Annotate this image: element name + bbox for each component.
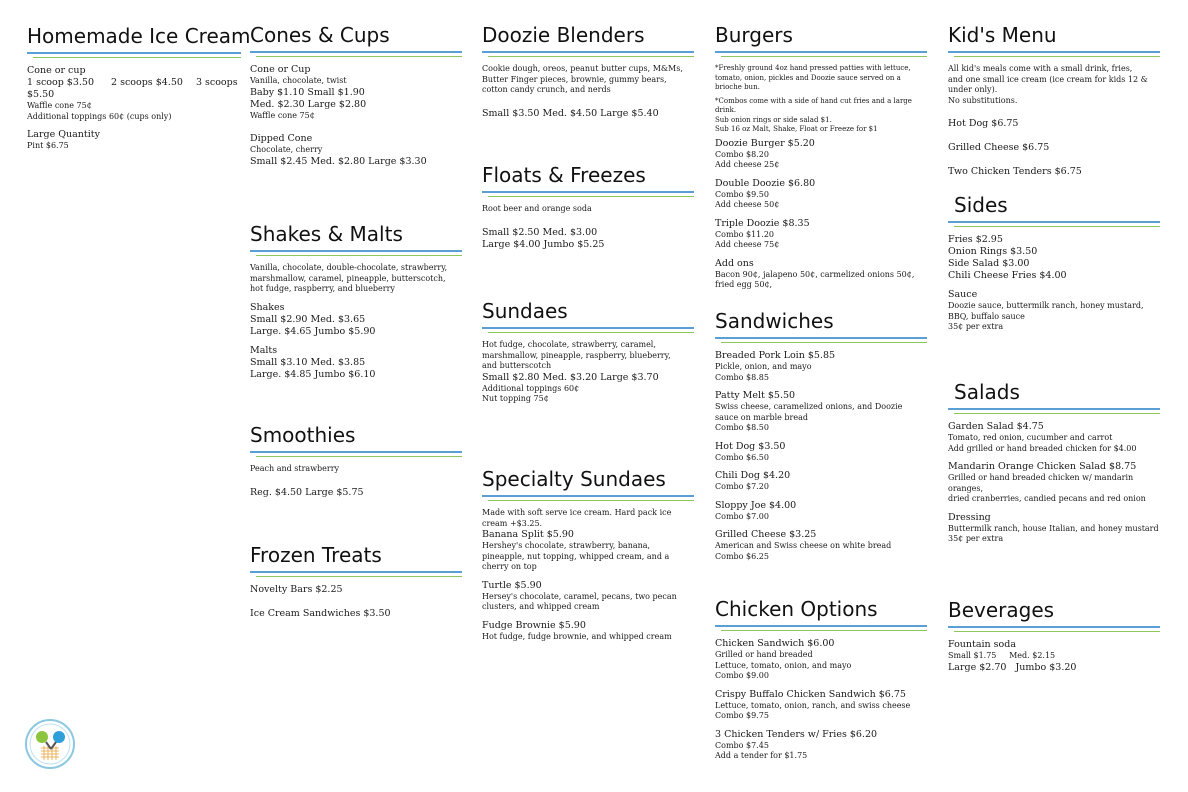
section-title: Beverages: [948, 598, 1055, 622]
item-name: Patty Melt $5.50: [715, 390, 796, 401]
price-line: Small $2.45 Med. $2.80 Large $3.30: [250, 155, 427, 167]
price-line: Small $2.80 Med. $3.20 Large $3.70: [482, 371, 659, 383]
item-name: Cone or cup: [27, 65, 86, 76]
price-line: Small $2.50 Med. $3.00: [482, 226, 598, 238]
section-cones-cups: [250, 23, 465, 168]
nut-topping: Nut topping 75¢: [482, 394, 549, 403]
combo-price: Combo $9.00: [715, 671, 769, 680]
item-name: Double Doozie $6.80: [715, 177, 816, 189]
item-name: Cone or Cup: [250, 64, 311, 75]
section-sandwiches: [715, 309, 930, 562]
ping-pong-paddles-logo-icon: [24, 718, 76, 770]
item-name: Shakes: [250, 301, 285, 313]
section-body: [250, 64, 465, 168]
section-body: [482, 340, 697, 405]
section-burgers: [715, 23, 930, 291]
section-body: [715, 64, 930, 135]
combo-price: Combo $7.45: [715, 740, 769, 750]
section-body: [715, 638, 930, 762]
item-name: Dipped Cone: [250, 133, 313, 144]
item-name: Ice Cream Sandwiches $3.50: [250, 608, 391, 619]
section-smoothies: [250, 423, 465, 499]
item-name: Hot Dog $6.75: [948, 118, 1019, 129]
section-sundaes: [482, 299, 697, 405]
title-underline: [715, 625, 930, 632]
section-title: Shakes & Malts: [250, 222, 403, 246]
item-desc: Add grilled or hand breaded chicken for $4.00: [948, 443, 1137, 453]
section-title: Burgers: [715, 23, 793, 47]
section-homemade-ice-cream: [27, 24, 251, 152]
item-name: Fries $2.95: [948, 234, 1003, 245]
section-beverages: [948, 598, 1163, 674]
note: Made with soft serve ice cream. Hard pack ice cream +$3.25.: [482, 508, 672, 528]
waffle-cone: Waffle cone 75¢: [250, 110, 315, 120]
price-line: Small $1.75 Med. $2.15: [948, 651, 1056, 660]
title-underline: [482, 191, 697, 198]
section-title: Kid's Menu: [948, 23, 1057, 47]
sauce-list: Doozie sauce, buttermilk ranch, honey mustard,: [948, 301, 1144, 310]
section-body: [948, 421, 1163, 545]
item-desc: Grilled or hand breaded: [715, 650, 813, 659]
price-line: Med. $2.30 Large $2.80: [250, 98, 367, 110]
title-underline: [250, 250, 465, 257]
flavors: Root beer and orange soda: [482, 204, 592, 213]
item-name: Mandarin Orange Chicken Salad $8.75: [948, 461, 1137, 472]
item-name: Garden Salad $4.75: [948, 421, 1044, 432]
item-name: Crispy Buffalo Chicken Sandwich $6.75: [715, 688, 906, 700]
title-underline: [715, 51, 930, 58]
section-salads: [948, 380, 1163, 545]
price-line: Small $2.90 Med. $3.65: [250, 313, 366, 325]
section-title: Sides: [954, 193, 1008, 217]
combo-price: Combo $7.20: [715, 482, 769, 491]
combo-price: Combo $6.25: [715, 551, 769, 561]
item-name: Fudge Brownie $5.90: [482, 619, 586, 631]
item-name: Breaded Pork Loin $5.85: [715, 350, 836, 361]
title-underline: [250, 571, 465, 578]
combo-price: Combo $9.75: [715, 711, 769, 720]
dressing-list: Buttermilk ranch, house Italian, and honey mustard: [948, 523, 1159, 533]
section-frozen-treats: [250, 543, 465, 620]
note: Sub onion rings or side salad $1.: [715, 115, 832, 124]
section-body: [27, 65, 242, 152]
section-body: [482, 508, 697, 642]
section-body: [948, 639, 1163, 674]
flavors: Vanilla, chocolate, double-chocolate, strawberry, marshmallow, caramel, pineapple, butterscotch, hot fudge, raspberry, and blueberry: [250, 263, 448, 293]
title-underline: [250, 51, 465, 58]
section-title: Sandwiches: [715, 309, 834, 333]
section-body: [250, 584, 465, 620]
item-name: Chili Cheese Fries $4.00: [948, 270, 1067, 281]
price-3-scoops: 3 scoops $5.50: [27, 77, 238, 100]
item-desc: dried cranberries, candied pecans and red onion: [948, 494, 1146, 503]
item-name: Grilled Cheese $3.25: [715, 529, 817, 540]
section-title: Sundaes: [482, 299, 568, 323]
section-body: [250, 464, 465, 499]
title-underline: [715, 337, 930, 344]
kids-note: and one small ice cream (ice cream for kids 12 & under only).: [948, 74, 1148, 94]
section-body: [250, 263, 465, 381]
item-name: Add ons: [715, 257, 754, 269]
additional-toppings: Additional toppings 60¢ (cups only): [27, 111, 172, 121]
title-underline: [948, 221, 1163, 228]
combo-price: Combo $11.20: [715, 229, 774, 239]
extra-price: 35¢ per extra: [948, 322, 1004, 331]
waffle-cone: Waffle cone 75¢: [27, 101, 92, 110]
title-underline: [948, 408, 1163, 415]
item-name: Malts: [250, 344, 278, 356]
section-title: Floats & Freezes: [482, 163, 646, 187]
kids-note: All kid's meals come with a small drink, fries,: [948, 64, 1133, 73]
note: Sub 16 oz Malt, Shake, Float or Freeze for $1: [715, 125, 878, 133]
section-title: Specialty Sundaes: [482, 467, 666, 491]
scoop-prices: [27, 77, 242, 101]
section-title: Cones & Cups: [250, 23, 390, 47]
pint-price: Pint $6.75: [27, 141, 69, 150]
title-underline: [948, 626, 1163, 633]
price-line: Large $4.00 Jumbo $5.25: [482, 238, 605, 250]
combo-price: Combo $8.85: [715, 372, 769, 382]
extra-price: 35¢ per extra: [948, 534, 1004, 543]
note: *Freshly ground 4oz hand pressed patties with lettuce, tomato, onion, pickles and Doozie sauce served on a brioche bun.: [715, 64, 911, 91]
item-name: Grilled Cheese $6.75: [948, 142, 1050, 153]
addons-list: fried egg 50¢,: [715, 280, 773, 289]
combo-price: Combo $6.50: [715, 452, 769, 462]
price-line: Small $3.10 Med. $3.85: [250, 356, 366, 368]
item-name: Banana Split $5.90: [482, 529, 574, 540]
price-line: Large. $4.85 Jumbo $6.10: [250, 368, 376, 380]
section-body: [482, 64, 697, 120]
section-body: [482, 204, 697, 251]
add-cheese: Add cheese 50¢: [715, 200, 780, 209]
item-name: 3 Chicken Tenders w/ Fries $6.20: [715, 728, 878, 740]
section-sides: [948, 193, 1163, 333]
item-desc: Hershey's chocolate, strawberry, banana, pineapple, nut topping, whipped cream, and a cherry on top: [482, 541, 670, 571]
title-underline: [27, 52, 242, 59]
section-chicken-options: [715, 597, 930, 762]
additional-toppings: Additional toppings 60¢: [482, 383, 580, 393]
price-line: Large. $4.65 Jumbo $5.90: [250, 325, 376, 337]
combo-price: Combo $8.20: [715, 149, 769, 159]
kids-note: No substitutions.: [948, 95, 1018, 105]
item-desc: Pickle, onion, and mayo: [715, 362, 812, 371]
item-desc: Lettuce, tomato, onion, ranch, and swiss cheese: [715, 700, 911, 710]
item-name: Side Salad $3.00: [948, 258, 1030, 269]
section-doozie-blenders: [482, 23, 697, 120]
title-underline: [948, 51, 1163, 58]
item-name: Triple Doozie $8.35: [715, 217, 810, 229]
item-name: Fountain soda: [948, 639, 1017, 650]
item-desc: Chocolate, cherry: [250, 145, 323, 154]
price-line: Reg. $4.50 Large $5.75: [250, 486, 364, 498]
section-title: Frozen Treats: [250, 543, 382, 567]
item-name: Chicken Sandwich $6.00: [715, 638, 835, 649]
price-line: Baby $1.10 Small $1.90: [250, 86, 365, 98]
add-tender: Add a tender for $1.75: [715, 751, 808, 760]
add-cheese: Add cheese 25¢: [715, 160, 780, 169]
item-name: Two Chicken Tenders $6.75: [948, 166, 1082, 177]
burger-list: [715, 138, 930, 291]
section-floats-freezes: [482, 163, 697, 251]
item-desc: Lettuce, tomato, onion, and mayo: [715, 660, 852, 670]
section-shakes-malts: [250, 222, 465, 381]
item-name: Turtle $5.90: [482, 579, 542, 591]
item-desc: Swiss cheese, caramelized onions, and Doozie sauce on marble bread: [715, 402, 903, 422]
section-title: Doozie Blenders: [482, 23, 645, 47]
item-name: Novelty Bars $2.25: [250, 584, 343, 595]
item-desc: Grilled or hand breaded chicken w/ mandarin oranges,: [948, 473, 1134, 493]
toppings-list: Hot fudge, chocolate, strawberry, caramel, marshmallow, pineapple, raspberry, blueberry, and butterscotch: [482, 340, 671, 370]
item-name: Doozie Burger $5.20: [715, 137, 815, 149]
item-name: Large Quantity: [27, 129, 100, 140]
title-underline: [482, 495, 697, 502]
item-name: Sloppy Joe $4.00: [715, 499, 797, 511]
section-body: [715, 350, 930, 562]
mix-ins: Cookie dough, oreos, peanut butter cups, M&Ms, Butter Finger pieces, brownie, gummy bears, cotton candy crunch, and nerds: [482, 64, 683, 94]
title-underline: [482, 51, 697, 58]
price-line: Large $2.70 Jumbo $3.20: [948, 661, 1077, 673]
addons-list: Bacon 90¢, jalapeno 50¢, carmelized onions 50¢,: [715, 269, 915, 279]
note: *Combos come with a side of hand cut fries and a large drink.: [715, 96, 912, 114]
item-desc: Hersey's chocolate, caramel, pecans, two pecan clusters, and whipped cream: [482, 591, 677, 611]
flavors: Peach and strawberry: [250, 464, 340, 473]
section-body: [948, 64, 1163, 178]
section-body: [948, 234, 1163, 333]
section-specialty-sundaes: [482, 467, 697, 642]
item-name: Sauce: [948, 289, 978, 300]
title-underline: [482, 327, 697, 334]
add-cheese: Add cheese 75¢: [715, 240, 780, 249]
title-underline: [250, 451, 465, 458]
item-desc: Tomato, red onion, cucumber and carrot: [948, 433, 1113, 442]
item-desc: Hot fudge, fudge brownie, and whipped cream: [482, 631, 672, 641]
item-desc: American and Swiss cheese on white bread: [715, 541, 892, 550]
section-title: Salads: [954, 380, 1020, 404]
item-desc: Vanilla, chocolate, twist: [250, 76, 347, 85]
section-title: Homemade Ice Cream: [27, 24, 251, 48]
price-line: Small $3.50 Med. $4.50 Large $5.40: [482, 107, 659, 119]
section-title: Smoothies: [250, 423, 356, 447]
combo-price: Combo $8.50: [715, 423, 769, 432]
combo-price: Combo $9.50: [715, 189, 769, 199]
section-kids-menu: [948, 23, 1163, 178]
price-1-scoop: 1 scoop $3.50: [27, 77, 94, 88]
item-name: Onion Rings $3.50: [948, 246, 1038, 257]
section-title: Chicken Options: [715, 597, 878, 621]
item-name: Dressing: [948, 511, 991, 523]
item-name: Chili Dog $4.20: [715, 470, 791, 481]
item-name: Hot Dog $3.50: [715, 440, 786, 452]
combo-price: Combo $7.00: [715, 511, 769, 521]
sauce-list: BBQ, buffalo sauce: [948, 311, 1025, 321]
price-2-scoops: 2 scoops $4.50: [111, 77, 183, 88]
